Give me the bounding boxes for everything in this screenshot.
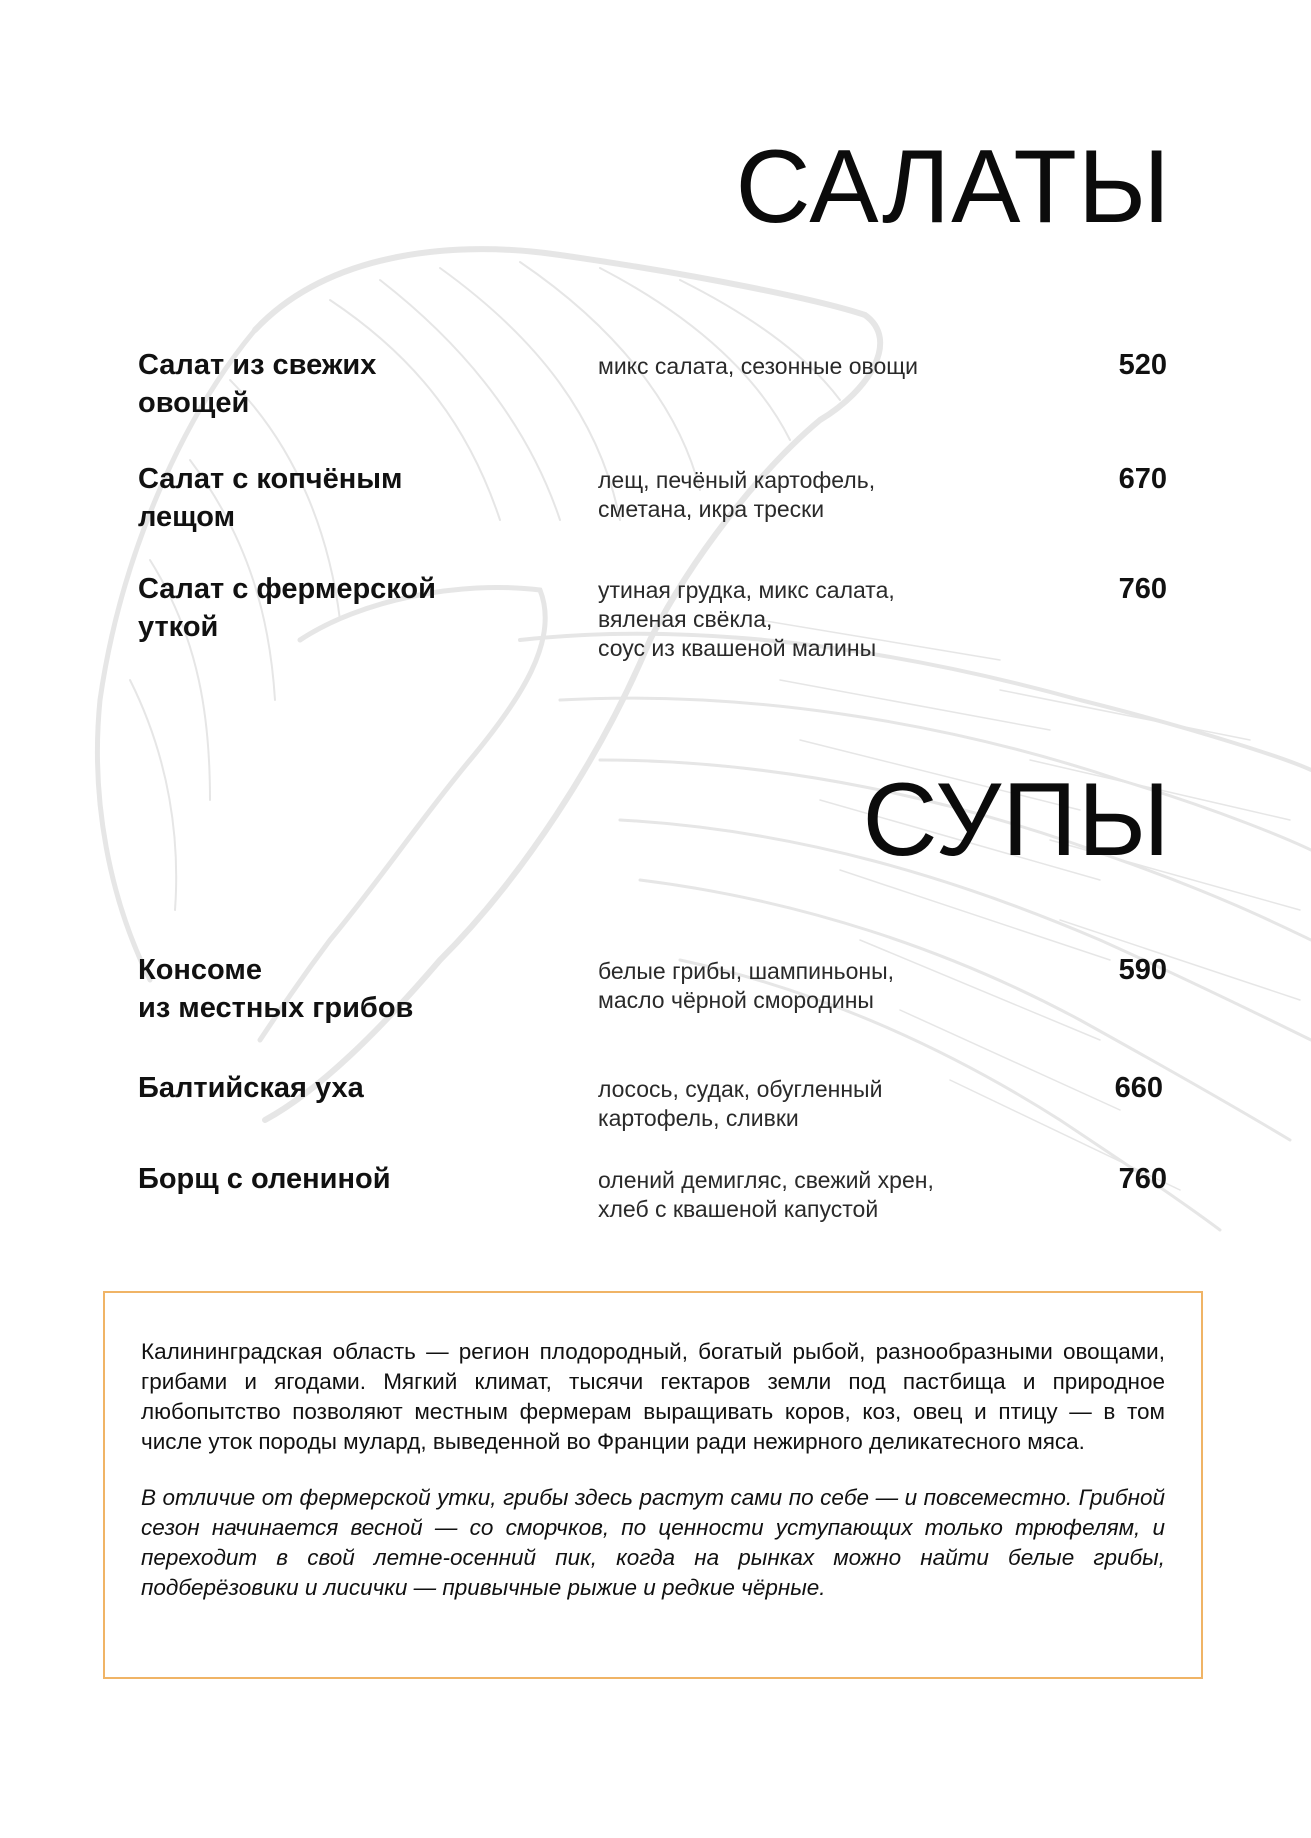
item-name: Салат из свежих овощей [138, 349, 377, 419]
item-price: 660 [1114, 1072, 1163, 1104]
info-paragraph-region: Калининградская область — регион плодородный, богатый рыбой, разнообразными овощами, грибами и ягодами. Мягкий климат, тысячи гектаров земли под пастбища и природное любопытство позволяют местным фермерам выращивать коров, коз, овец и птицу — в том числе уток породы мулард, выведенной во Франции ради нежирного деликатесного мяса. [141, 1339, 1165, 1454]
soups-title: СУПЫ [862, 762, 1171, 878]
item-price: 590 [1118, 954, 1167, 986]
info-box [103, 1291, 1203, 1679]
item-name: Балтийская уха [138, 1072, 364, 1104]
menu-item-salad-duck [0, 570, 1311, 680]
menu-item-soup-borscht [0, 1160, 1311, 1270]
menu-item-soup-consomme [0, 951, 1311, 1061]
salads-title: САЛАТЫ [735, 129, 1171, 245]
item-description: лосось, судак, обугленный картофель, сливки [598, 1076, 883, 1131]
item-name: Салат с фермерской уткой [138, 573, 436, 643]
item-description: утиная грудка, микс салата, вяленая свёкла, соус из квашеной малины [598, 577, 895, 661]
item-price: 760 [1118, 573, 1167, 605]
item-name: Консоме из местных грибов [138, 954, 414, 1024]
item-price: 520 [1118, 349, 1167, 381]
item-price: 670 [1118, 463, 1167, 495]
item-description: микс салата, сезонные овощи [598, 353, 919, 379]
item-price: 760 [1118, 1163, 1167, 1195]
item-description: лещ, печёный картофель, сметана, икра трески [598, 467, 876, 522]
menu-item-salad-vegetables [0, 346, 1311, 456]
item-name: Салат с копчёным лещом [138, 463, 403, 533]
item-description: олений демигляс, свежий хрен, хлеб с квашеной капустой [598, 1167, 934, 1222]
info-paragraph-mushrooms: В отличие от фермерской утки, грибы здесь растут сами по себе — и повсеместно. Грибной сезон начинается весной — со сморчков, по ценности уступающих только трюфелям, и переходит в свой летне-осенний пик, когда на рынках можно найти белые грибы, подберёзовики и лисички — привычные рыжие и редкие чёрные. [141, 1485, 1165, 1600]
menu-item-salad-bream [0, 460, 1311, 570]
item-description: белые грибы, шампиньоны, масло чёрной смородины [598, 958, 895, 1013]
item-name: Борщ с олениной [138, 1163, 391, 1195]
